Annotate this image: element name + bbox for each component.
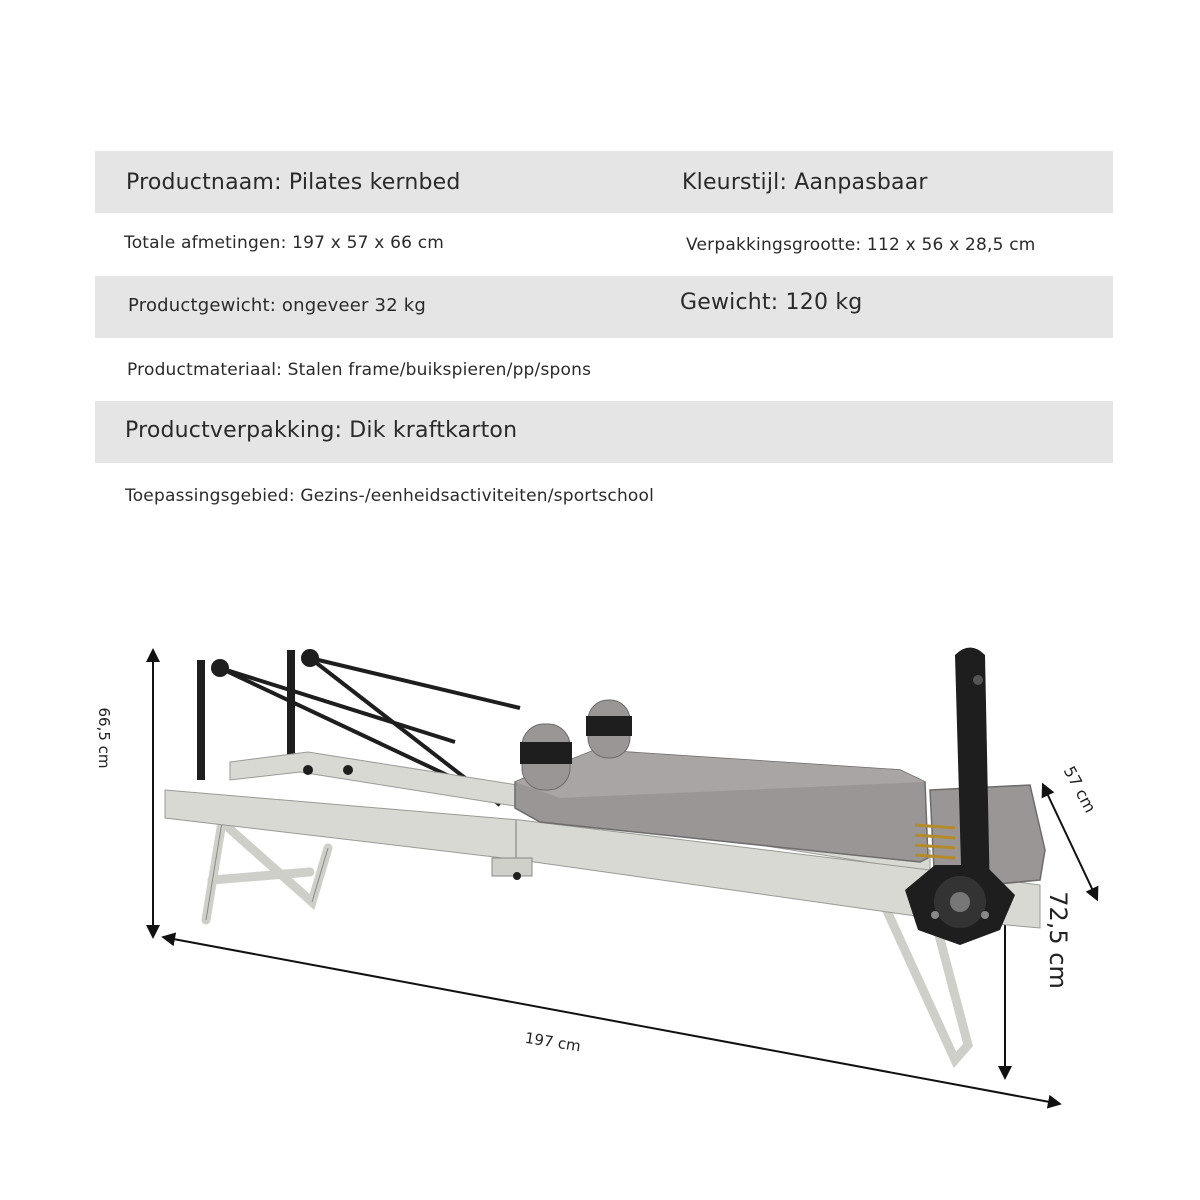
package-size: Verpakkingsgrootte: 112 x 56 x 28,5 cm [686,235,1036,255]
front-legs [206,822,328,920]
application-area: Toepassingsgebied: Gezins-/eenheidsactiviteiten/sportschool [125,486,655,506]
color-style: Kleurstijl: Aanpasbaar [682,170,928,195]
product-packaging: Productverpakking: Dik kraftkarton [125,418,518,443]
height-right-label: 72,5 cm [1044,891,1072,989]
overall-dimensions: Totale afmetingen: 197 x 57 x 66 cm [124,233,445,253]
width-label: 57 cm [1059,762,1100,816]
length-label: 197 cm [523,1028,582,1056]
height-left-label: 66,5 cm [95,707,113,769]
rail-bracket [492,858,532,876]
product-weight: Productgewicht: ongeveer 32 kg [128,295,427,316]
weight: Gewicht: 120 kg [680,290,863,315]
length-dimension-line [168,938,1055,1103]
pilates-reformer-figure [0,600,1200,1120]
product-name: Productnaam: Pilates kernbed [126,170,461,195]
product-material: Productmateriaal: Stalen frame/buikspieren/pp/spons [127,360,592,380]
